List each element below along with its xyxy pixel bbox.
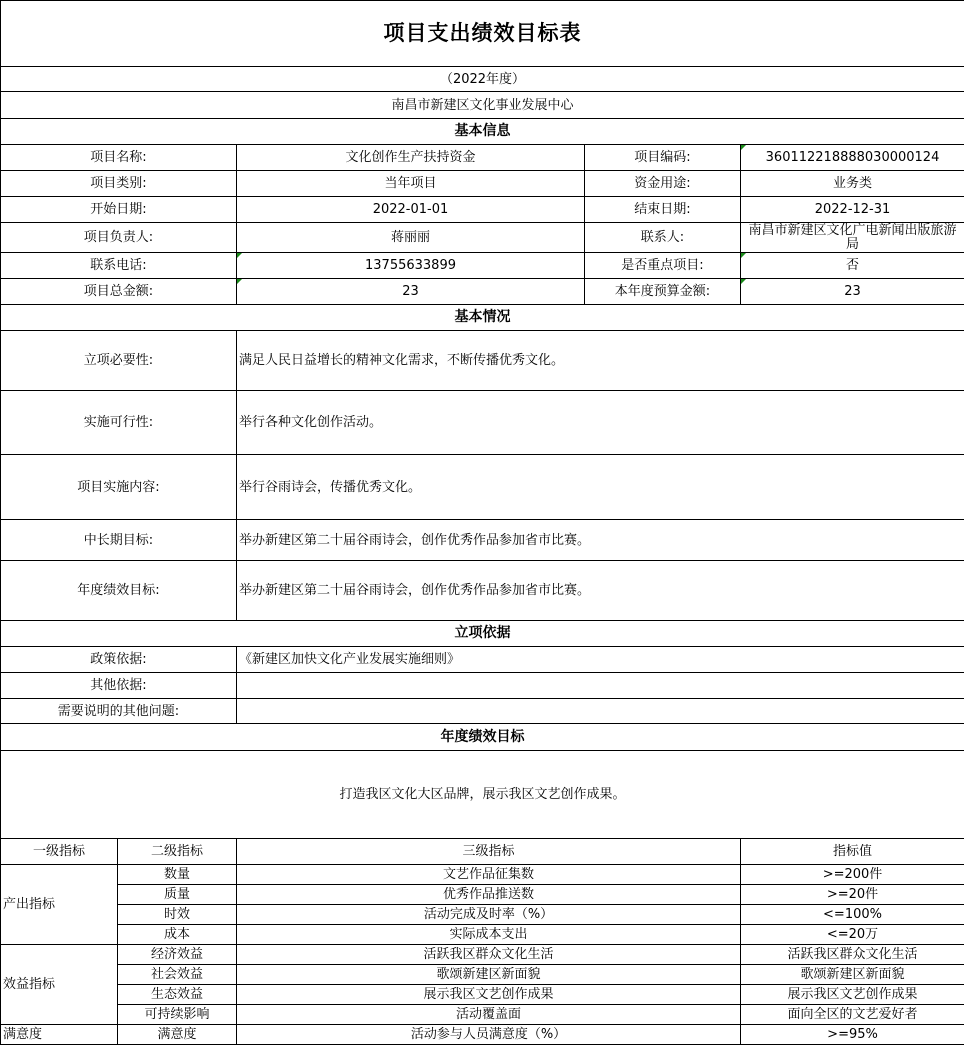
indicator-level3: 展示我区文艺创作成果 — [237, 985, 741, 1005]
indicator-level3: 活动完成及时率（%） — [237, 905, 741, 925]
indicator-value: >=95% — [741, 1025, 964, 1045]
annual-goal-label: 年度绩效目标: — [1, 561, 237, 621]
total-amount-value: 23 — [237, 279, 585, 305]
effect-indicator-label: 效益指标 — [1, 945, 118, 1025]
indicator-level2: 成本 — [118, 925, 237, 945]
page-title: 项目支出绩效目标表 — [1, 1, 964, 67]
annual-target-text: 打造我区文化大区品牌，展示我区文艺创作成果。 — [1, 751, 964, 839]
indicator-level3: 活跃我区群众文化生活 — [237, 945, 741, 965]
indicator-level3: 实际成本支出 — [237, 925, 741, 945]
phone-label: 联系电话: — [1, 253, 237, 279]
leader-label: 项目负责人: — [1, 223, 237, 253]
indicator-value: >=200件 — [741, 865, 964, 885]
project-name-value: 文化创作生产扶持资金 — [237, 145, 585, 171]
fiscal-year: （2022年度） — [1, 67, 964, 92]
indicator-header-level3: 三级指标 — [237, 839, 741, 865]
budget-value: 23 — [741, 279, 964, 305]
project-name-label: 项目名称: — [1, 145, 237, 171]
output-indicator-label: 产出指标 — [1, 865, 118, 945]
indicator-level2: 可持续影响 — [118, 1005, 237, 1025]
indicator-value: 展示我区文艺创作成果 — [741, 985, 964, 1005]
satisfaction-indicator-label: 满意度 — [1, 1025, 118, 1045]
end-date-value: 2022-12-31 — [741, 197, 964, 223]
indicator-level2: 满意度 — [118, 1025, 237, 1045]
content-value: 举行谷雨诗会，传播优秀文化。 — [237, 455, 964, 520]
other-basis-value — [237, 673, 964, 699]
indicator-level2: 生态效益 — [118, 985, 237, 1005]
long-term-goal-value: 举办新建区第二十届谷雨诗会，创作优秀作品参加省市比赛。 — [237, 520, 964, 561]
start-date-value: 2022-01-01 — [237, 197, 585, 223]
total-amount-label: 项目总金额: — [1, 279, 237, 305]
long-term-goal-label: 中长期目标: — [1, 520, 237, 561]
contact-value: 南昌市新建区文化广电新闻出版旅游局 — [741, 223, 964, 253]
section-basic-info: 基本信息 — [1, 119, 964, 145]
feasibility-label: 实施可行性: — [1, 391, 237, 455]
indicator-level3: 活动覆盖面 — [237, 1005, 741, 1025]
content-label: 项目实施内容: — [1, 455, 237, 520]
section-basic-situation: 基本情况 — [1, 305, 964, 331]
feasibility-value: 举行各种文化创作活动。 — [237, 391, 964, 455]
section-basis: 立项依据 — [1, 621, 964, 647]
key-project-label: 是否重点项目: — [585, 253, 741, 279]
fund-use-label: 资金用途: — [585, 171, 741, 197]
policy-basis-value: 《新建区加快文化产业发展实施细则》 — [237, 647, 964, 673]
indicator-header-level2: 二级指标 — [118, 839, 237, 865]
indicator-level3: 文艺作品征集数 — [237, 865, 741, 885]
indicator-value: 活跃我区群众文化生活 — [741, 945, 964, 965]
indicator-value: >=20件 — [741, 885, 964, 905]
indicator-level2: 时效 — [118, 905, 237, 925]
necessity-value: 满足人民日益增长的精神文化需求，不断传播优秀文化。 — [237, 331, 964, 391]
project-code-value: 360112218888030000124 — [741, 145, 964, 171]
contact-label: 联系人: — [585, 223, 741, 253]
start-date-label: 开始日期: — [1, 197, 237, 223]
budget-label: 本年度预算金额: — [585, 279, 741, 305]
project-type-value: 当年项目 — [237, 171, 585, 197]
indicator-level2: 数量 — [118, 865, 237, 885]
indicator-header-level1: 一级指标 — [1, 839, 118, 865]
notes-value — [237, 699, 964, 724]
indicator-level3: 歌颂新建区新面貌 — [237, 965, 741, 985]
necessity-label: 立项必要性: — [1, 331, 237, 391]
notes-label: 需要说明的其他问题: — [1, 699, 237, 724]
leader-value: 蒋丽丽 — [237, 223, 585, 253]
other-basis-label: 其他依据: — [1, 673, 237, 699]
end-date-label: 结束日期: — [585, 197, 741, 223]
indicator-value: 面向全区的文艺爱好者 — [741, 1005, 964, 1025]
indicator-level3: 优秀作品推送数 — [237, 885, 741, 905]
section-annual-target: 年度绩效目标 — [1, 724, 964, 751]
phone-value: 13755633899 — [237, 253, 585, 279]
fund-use-value: 业务类 — [741, 171, 964, 197]
policy-basis-label: 政策依据: — [1, 647, 237, 673]
indicator-level3: 活动参与人员满意度（%） — [237, 1025, 741, 1045]
indicator-value: <=100% — [741, 905, 964, 925]
department-name: 南昌市新建区文化事业发展中心 — [1, 92, 964, 119]
indicator-level2: 社会效益 — [118, 965, 237, 985]
indicator-level2: 质量 — [118, 885, 237, 905]
project-code-label: 项目编码: — [585, 145, 741, 171]
indicator-header-value: 指标值 — [741, 839, 964, 865]
project-type-label: 项目类别: — [1, 171, 237, 197]
annual-goal-value: 举办新建区第二十届谷雨诗会，创作优秀作品参加省市比赛。 — [237, 561, 964, 621]
indicator-value: <=20万 — [741, 925, 964, 945]
indicator-value: 歌颂新建区新面貌 — [741, 965, 964, 985]
key-project-value: 否 — [741, 253, 964, 279]
indicator-level2: 经济效益 — [118, 945, 237, 965]
